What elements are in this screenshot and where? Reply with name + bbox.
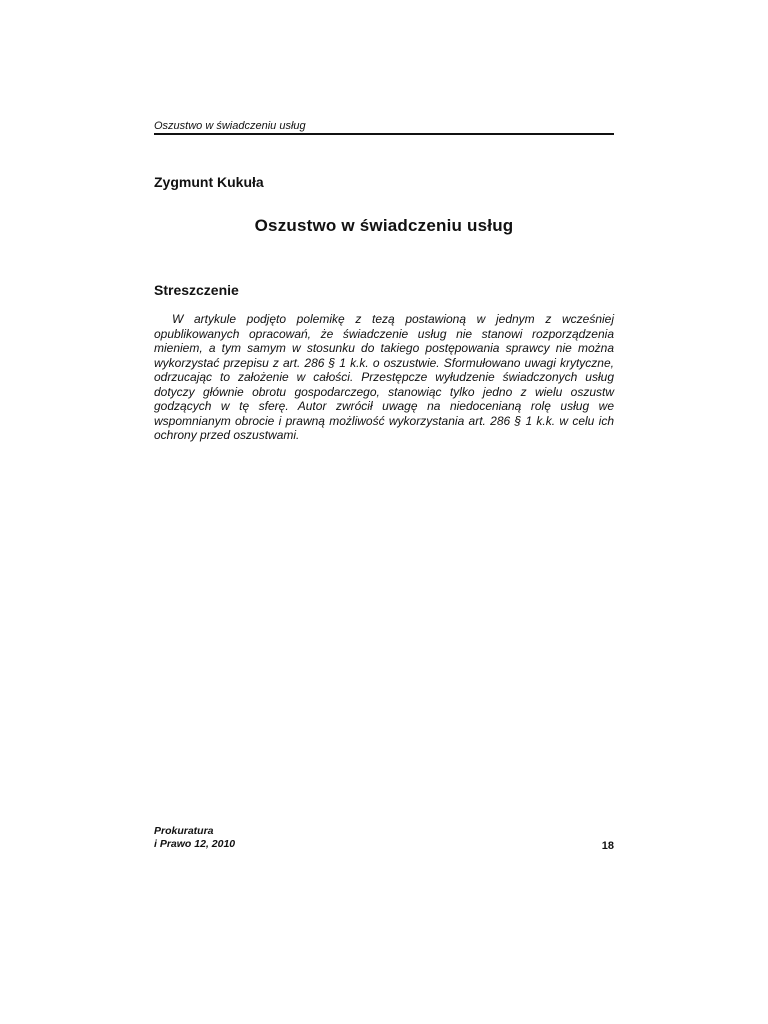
abstract-heading: Streszczenie (154, 282, 239, 298)
journal-name: Prokuratura (154, 825, 214, 837)
journal-issue: i Prawo 12, 2010 (154, 838, 236, 850)
page-number: 18 (601, 840, 614, 852)
running-header: Oszustwo w świadczeniu usług (154, 120, 306, 132)
header-rule (154, 133, 614, 135)
author-name: Zygmunt Kukuła (154, 174, 264, 190)
article-title: Oszustwo w świadczeniu usług (254, 216, 514, 235)
journal-footer (154, 825, 235, 851)
abstract-text: W artykule podjęto polemikę z tezą postawioną w jednym z wcześniej opublikowanych opracowań, że świadczenie usług nie stanowi rozporządzenia mieniem, a tym samym w stosunku do takiego postępowania sprawcy nie można wykorzystać przepisu z art. 286 § 1 k.k. o oszustwie. Sformułowano uwagi krytyczne, odrzucając to założenie w całości. Przestępcze wyłudzenie świadczonych usług dotyczy głównie obrotu gospodarczego, stanowiąc tylko jedno z wielu oszustw godzących w tę sferę. Autor zwrócił uwagę na niedocenianą rolę usług we wspomnianym obrocie i prawną możliwość wykorzystania art. 286 § 1 k.k. w celu ich ochrony przed oszustwami. (154, 312, 614, 442)
